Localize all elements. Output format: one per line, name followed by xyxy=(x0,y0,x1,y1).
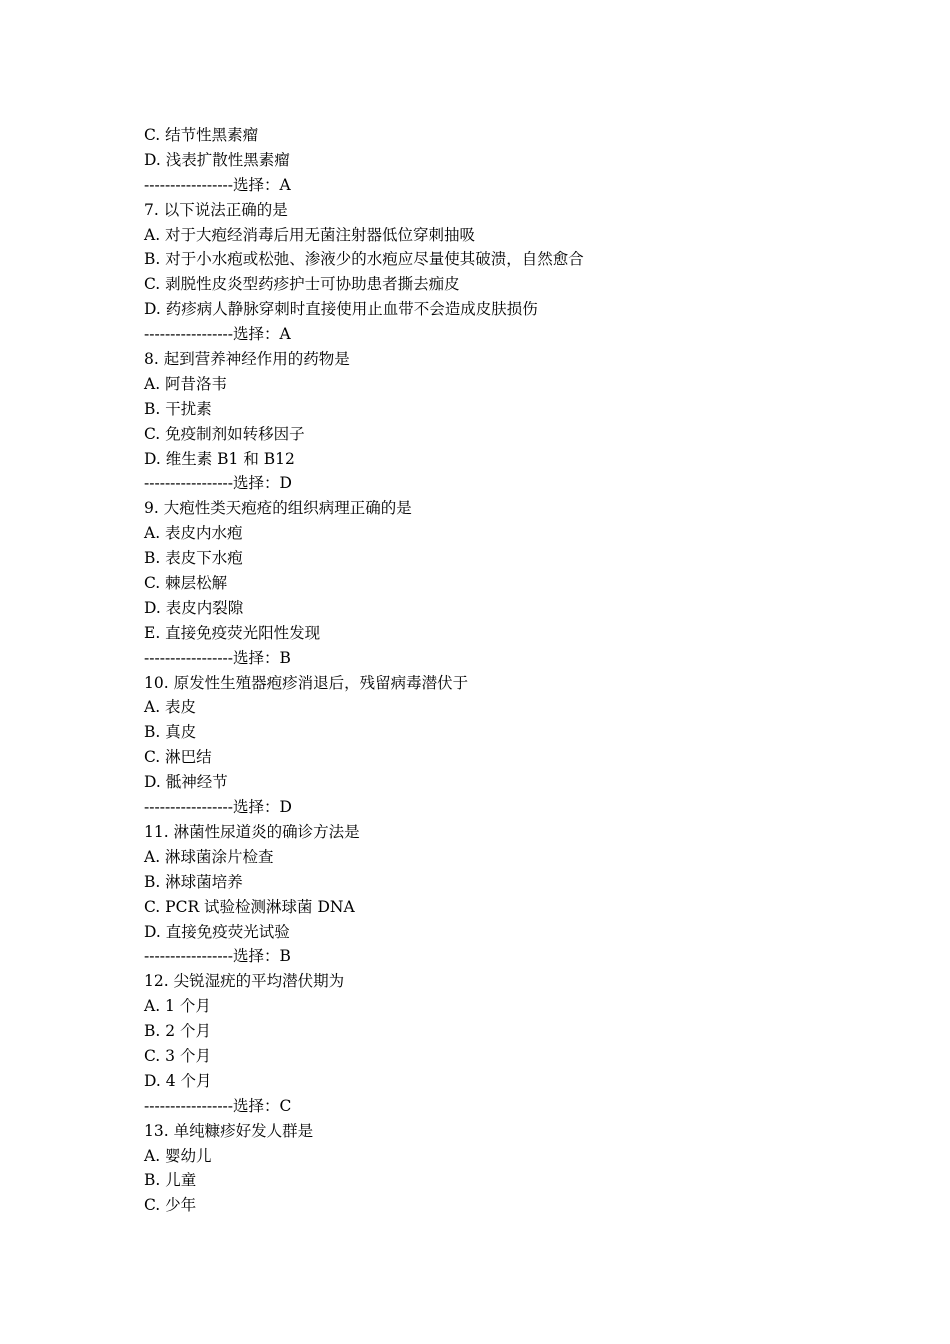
option-line: A. 婴幼儿 xyxy=(144,1146,212,1165)
answer-line: -----------------选择：B xyxy=(144,648,291,667)
option-line: E. 直接免疫荧光阳性发现 xyxy=(144,623,321,642)
document-page xyxy=(144,123,844,1218)
option-line: A. 表皮 xyxy=(144,698,197,717)
option-line: B. 表皮下水疱 xyxy=(144,549,243,568)
option-line: B. 2 个月 xyxy=(144,1022,212,1041)
answer-line: -----------------选择：D xyxy=(144,474,292,493)
option-line: C. 少年 xyxy=(144,1196,197,1215)
option-line: B. 儿童 xyxy=(144,1171,197,1190)
question-line: 7. 以下说法正确的是 xyxy=(144,200,288,219)
question-line: 13. 单纯糠疹好发人群是 xyxy=(144,1121,314,1140)
option-line: B. 真皮 xyxy=(144,723,197,742)
answer-line: -----------------选择：C xyxy=(144,1096,292,1115)
option-line: A. 对于大疱经消毒后用无菌注射器低位穿刺抽吸 xyxy=(144,225,476,244)
option-line: A. 阿昔洛韦 xyxy=(144,374,228,393)
option-line: C. 剥脱性皮炎型药疹护士可协助患者撕去痂皮 xyxy=(144,275,460,294)
option-line: A. 表皮内水疱 xyxy=(144,524,243,543)
option-line: C. 免疫制剂如转移因子 xyxy=(144,424,305,443)
option-line: C. 结节性黑素瘤 xyxy=(144,126,259,144)
question-line: 8. 起到营养神经作用的药物是 xyxy=(144,350,350,369)
option-line: D. 浅表扩散性黑素瘤 xyxy=(144,150,290,169)
option-line: D. 4 个月 xyxy=(144,1071,212,1090)
option-line: D. 骶神经节 xyxy=(144,773,228,792)
answer-line: -----------------选择：A xyxy=(144,325,291,344)
question-line: 11. 淋菌性尿道炎的确诊方法是 xyxy=(144,822,360,841)
option-line: A. 淋球菌涂片检查 xyxy=(144,847,274,866)
answer-line: -----------------选择：B xyxy=(144,947,291,966)
option-line: C. 淋巴结 xyxy=(144,748,212,767)
option-line: D. 维生素 B1 和 B12 xyxy=(144,449,295,468)
answer-line: -----------------选择：D xyxy=(144,798,292,817)
option-line: C. 3 个月 xyxy=(144,1046,211,1065)
option-line: C. 棘层松解 xyxy=(144,574,228,593)
option-line: B. 干扰素 xyxy=(144,399,212,418)
option-line: D. 直接免疫荧光试验 xyxy=(144,922,290,941)
option-line: D. 药疹病人静脉穿刺时直接使用止血带不会造成皮肤损伤 xyxy=(144,300,538,319)
option-line: A. 1 个月 xyxy=(144,997,211,1016)
question-line: 12. 尖锐湿疣的平均潜伏期为 xyxy=(144,972,345,991)
answer-line: -----------------选择：A xyxy=(144,175,291,194)
question-line: 10. 原发性生殖器疱疹消退后，残留病毒潜伏于 xyxy=(144,673,469,692)
option-line: C. PCR 试验检测淋球菌 DNA xyxy=(144,897,355,916)
option-line: B. 淋球菌培养 xyxy=(144,872,243,891)
option-line: B. 对于小水疱或松弛、渗液少的水疱应尽量使其破溃，自然愈合 xyxy=(144,250,584,269)
option-line: D. 表皮内裂隙 xyxy=(144,598,244,617)
question-line: 9. 大疱性类天疱疮的组织病理正确的是 xyxy=(144,499,412,518)
